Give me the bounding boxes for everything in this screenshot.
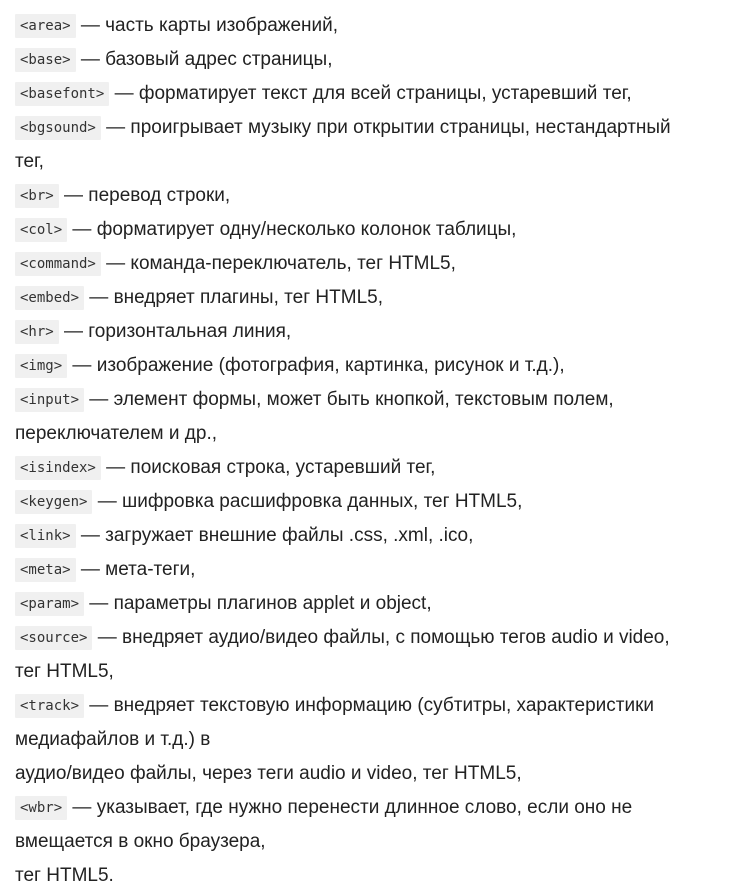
- tag-code: <source>: [15, 626, 92, 650]
- tag-description: — внедряет плагины, тег HTML5,: [84, 287, 383, 308]
- tag-description: — элемент формы, может быть кнопкой, текстовым полем,: [84, 389, 614, 410]
- tag-code: <keygen>: [15, 490, 92, 514]
- list-item: [15, 485, 731, 519]
- list-item: [15, 213, 731, 247]
- list-item: [15, 43, 731, 77]
- tag-list: [15, 9, 731, 893]
- tag-code: <area>: [15, 14, 76, 38]
- list-item: [15, 179, 731, 213]
- tag-description: — горизонтальная линия,: [58, 321, 292, 342]
- tag-description: — проигрывает музыку при открытии страницы, нестандартный: [100, 117, 671, 138]
- list-item: [15, 281, 731, 315]
- tag-description: — внедряет аудио/видео файлы, с помощью тегов audio и video,: [92, 627, 670, 648]
- tag-description: — форматирует одну/несколько колонок таблицы,: [67, 219, 517, 240]
- list-item: [15, 791, 731, 825]
- tag-description: — мета-теги,: [75, 559, 196, 580]
- tag-code: <hr>: [15, 320, 59, 344]
- tag-description: — перевод строки,: [58, 185, 231, 206]
- tag-description: — шифровка расшифровка данных, тег HTML5,: [92, 491, 523, 512]
- tag-code: <track>: [15, 694, 84, 718]
- tag-description: — изображение (фотография, картинка, рисунок и т.д.),: [67, 355, 565, 376]
- list-item: [15, 689, 731, 723]
- tag-description-continuation: вмещается в окно браузера,: [15, 831, 266, 852]
- tag-code: <col>: [15, 218, 67, 242]
- list-item: [15, 349, 731, 383]
- list-item: [15, 553, 731, 587]
- tag-code: <isindex>: [15, 456, 101, 480]
- tag-code: <link>: [15, 524, 76, 548]
- tag-description: — базовый адрес страницы,: [75, 49, 333, 70]
- tag-description-continuation: тег,: [15, 151, 44, 172]
- tag-description-continuation: тег HTML5.: [15, 865, 114, 886]
- list-item: [15, 111, 731, 145]
- tag-code: <wbr>: [15, 796, 67, 820]
- list-item: [15, 9, 731, 43]
- tag-description: — форматирует текст для всей страницы, устаревший тег,: [109, 83, 632, 104]
- tag-code: <embed>: [15, 286, 84, 310]
- tag-description: — поисковая строка, устаревший тег,: [100, 457, 436, 478]
- list-item: [15, 315, 731, 349]
- tag-code: <basefont>: [15, 82, 109, 106]
- list-item: [15, 77, 731, 111]
- tag-description: — внедряет текстовую информацию (субтитры, характеристики: [84, 695, 655, 716]
- list-item: [15, 383, 731, 417]
- tag-code: <param>: [15, 592, 84, 616]
- list-item: [15, 519, 731, 553]
- tag-description: — загружает внешние файлы .css, .xml, .ico,: [75, 525, 474, 546]
- list-item: [15, 451, 731, 485]
- tag-description: — указывает, где нужно перенести длинное слово, если оно не: [67, 797, 633, 818]
- tag-code: <bgsound>: [15, 116, 101, 140]
- tag-code: <command>: [15, 252, 101, 276]
- tag-code: <input>: [15, 388, 84, 412]
- tag-code: <base>: [15, 48, 76, 72]
- list-item: [15, 587, 731, 621]
- tag-description: — команда-переключатель, тег HTML5,: [100, 253, 456, 274]
- tag-description: — часть карты изображений,: [75, 15, 339, 36]
- tag-description-continuation: аудио/видео файлы, через теги audio и video, тег HTML5,: [15, 763, 522, 784]
- tag-code: <meta>: [15, 558, 76, 582]
- tag-description: — параметры плагинов applet и object,: [84, 593, 432, 614]
- tag-description-continuation: медиафайлов и т.д.) в: [15, 729, 211, 750]
- tag-code: <img>: [15, 354, 67, 378]
- tag-description-continuation: переключателем и др.,: [15, 423, 218, 444]
- tag-description-continuation: тег HTML5,: [15, 661, 114, 682]
- list-item: [15, 247, 731, 281]
- tag-code: <br>: [15, 184, 59, 208]
- list-item: [15, 621, 731, 655]
